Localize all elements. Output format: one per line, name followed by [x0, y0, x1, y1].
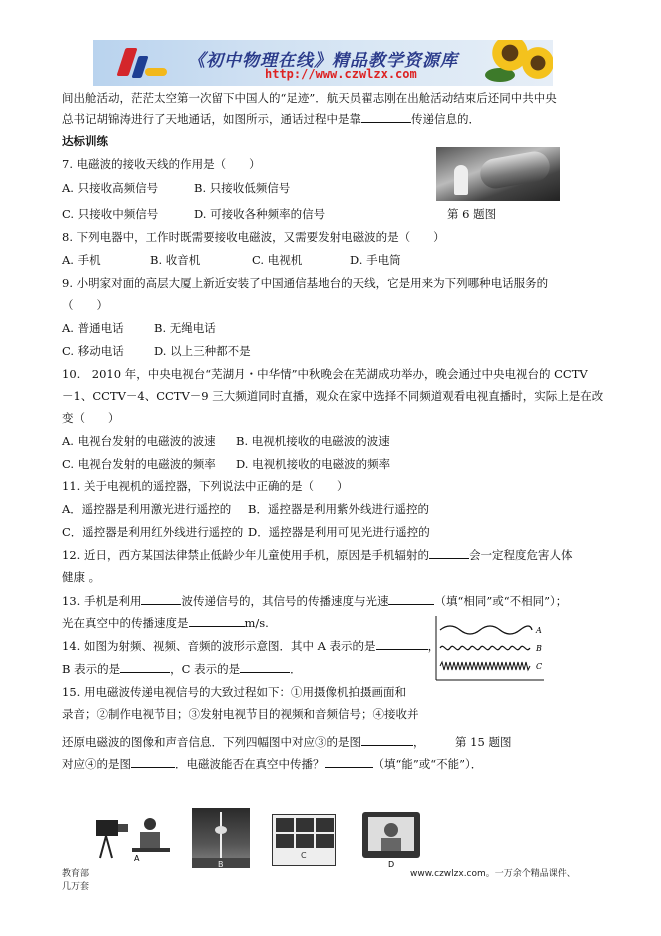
q7-stem: 7. 电磁波的接收天线的作用是（ ） [62, 157, 261, 171]
answer-blank[interactable] [240, 661, 290, 673]
q10-option-c[interactable]: C. 电视台发射的电磁波的频率 [62, 457, 216, 471]
q15-line-4 [62, 756, 482, 772]
wave-a [440, 626, 532, 634]
section-title: 达标训练 [62, 134, 108, 148]
q15-line-2: 录音；②制作电视节目；③发射电视节目的视频和音频信号；④接收并 [62, 707, 419, 721]
q15-text: 还原电磁波的图像和声音信息．下列四幅图中对应③的是图 [62, 735, 361, 749]
answer-blank[interactable] [141, 593, 181, 605]
q14-text: ， [427, 639, 440, 653]
waveform-figure [432, 614, 548, 682]
monitor-cell [315, 817, 335, 833]
q8-option-d[interactable]: D. 手电筒 [350, 253, 401, 267]
q14-line-1 [62, 638, 439, 654]
q14-text: ，C 表示的是 [170, 662, 241, 676]
answer-blank[interactable] [325, 756, 373, 768]
q13-text: 13. 手机是利用 [62, 594, 142, 608]
figure-15-caption: 第 15 题图 [455, 735, 512, 749]
footer-left-2: 几万套 [62, 882, 90, 892]
q8-option-c[interactable]: C. 电视机 [252, 253, 303, 267]
answer-blank[interactable] [189, 615, 245, 627]
q7-option-a[interactable]: A. 只接收高频信号 [62, 181, 159, 195]
q15-text: （填“能”或“不能”）． [372, 757, 483, 771]
tv-person-body [381, 838, 401, 851]
q10-stem-3: 变（ ） [62, 411, 120, 425]
answer-blank[interactable] [361, 734, 413, 746]
q13-line-2 [62, 615, 269, 631]
q14-line-2 [62, 661, 302, 677]
q15-text: ．电磁波能否在真空中传播？ [175, 757, 325, 771]
intro-text: 传递信息的． [411, 112, 480, 126]
q7-option-d[interactable]: D. 可接收各种频率的信号 [194, 207, 326, 221]
q10-stem-1: 10. 2010 年，中央电视台“芜湖月・中华情”中秋晚会在芜湖成功举办，晚会通过中央电视台的 CCTV [62, 367, 588, 381]
person-body [140, 832, 160, 848]
q13-text: （填“相同”或“不相同”）； [434, 594, 568, 608]
q9-option-a[interactable]: A. 普通电话 [62, 321, 124, 335]
wave-label-a: A [536, 626, 542, 635]
footer-left-1: 教育部 [62, 869, 90, 879]
q11-option-b[interactable]: B．遥控器是利用紫外线进行遥控的 [248, 502, 429, 516]
tv-person-head [384, 823, 398, 837]
footer-right: www.czwlzx.com。一万余个精品课件、 [410, 869, 576, 879]
q11-option-d[interactable]: D．遥控器是利用可见光进行遥控的 [248, 525, 430, 539]
q15-text: ， [413, 735, 425, 749]
q14-text: B 表示的是 [62, 662, 121, 676]
q9-option-b[interactable]: B. 无绳电话 [154, 321, 216, 335]
figure-6-caption: 第 6 题图 [447, 207, 497, 221]
tripod-leg [106, 836, 112, 858]
header-banner [93, 40, 553, 86]
q9-stem-2: （ ） [62, 298, 108, 312]
wave-c [440, 662, 530, 670]
figure-label-d: D [388, 860, 395, 868]
q12-stem [62, 547, 572, 563]
q9-option-d[interactable]: D. 以上三种都不是 [154, 344, 251, 358]
q14-text: 14. 如图为射频、视频、音频的波形示意图．其中 A 表示的是 [62, 639, 376, 653]
wave-label-c: C [536, 662, 543, 671]
wave-label-b: B [536, 644, 542, 653]
q10-stem-2: －1、CCTV－4、CCTV－9 三大频道同时直播，观众在家中选择不同频道观看电视直播时，实际上是在改 [62, 389, 604, 403]
figure-15-d-television [360, 808, 422, 868]
banner-url: http://www.czwlzx.com [265, 67, 417, 81]
q10-option-d[interactable]: D. 电视机接收的电磁波的频率 [236, 457, 391, 471]
intro-line-2 [62, 111, 480, 127]
q13-line-1 [62, 593, 567, 609]
q15-line-3 [62, 734, 425, 750]
figure-label-b: B [218, 860, 224, 868]
intro-line-1: 间出舱活动，茫茫太空第一次留下中国人的“足迹”．航天员翟志刚在出舱活动结束后还同中共中央 [62, 91, 557, 105]
tripod-leg [100, 836, 106, 858]
astronaut-shape [454, 165, 468, 195]
q12-text: 会一定程度危害人体 [468, 548, 573, 562]
q9-option-c[interactable]: C. 移动电话 [62, 344, 124, 358]
q8-option-b[interactable]: B. 收音机 [150, 253, 201, 267]
q11-option-c[interactable]: C．遥控器是利用红外线进行遥控的 [62, 525, 244, 539]
monitor-cell [315, 833, 335, 849]
answer-blank[interactable] [376, 638, 428, 650]
monitor-cell [275, 833, 295, 849]
answer-blank[interactable] [429, 547, 469, 559]
answer-blank[interactable] [131, 756, 175, 768]
figure-15-a-camera [94, 814, 172, 862]
q14-text: ． [290, 662, 302, 676]
person-head [144, 818, 156, 830]
sunflower-decoration [521, 46, 553, 80]
figure-label-a: A [134, 854, 140, 862]
q15-text: 对应④的是图 [62, 757, 131, 771]
banner-title: 《初中物理在线》精品教学资源库 [188, 51, 458, 71]
q12-stem-2: 健康 。 [62, 570, 101, 584]
q8-stem: 8. 下列电器中，工作时既需要接收电磁波，又需要发射电磁波的是（ ） [62, 230, 445, 244]
figure-15-b-tower [192, 808, 250, 868]
monitor-cell [295, 817, 315, 833]
intro-text: 总书记胡锦涛进行了天地通话，如图所示，通话过程中是靠 [62, 112, 361, 126]
tower-drawing [192, 808, 250, 868]
q13-text: 波传递信号的，其信号的传播速度与光速 [181, 594, 389, 608]
desk [132, 848, 170, 852]
q15-line-1: 15. 用电磁波传递电视信号的大致过程如下：①用摄像机拍摄画面和 [62, 685, 406, 699]
q7-option-b[interactable]: B. 只接收低频信号 [194, 181, 291, 195]
monitor-cell [275, 817, 295, 833]
answer-blank[interactable] [388, 593, 434, 605]
q12-text: 12. 近日，西方某国法律禁止低龄少年儿童使用手机，原因是手机辐射的 [62, 548, 429, 562]
monitor-cell [295, 833, 315, 849]
q13-text: 光在真空中的传播速度是 [62, 616, 189, 630]
q10-option-a[interactable]: A. 电视台发射的电磁波的波速 [62, 434, 216, 448]
answer-blank[interactable] [361, 111, 411, 123]
camera-lens [118, 824, 128, 832]
answer-blank[interactable] [120, 661, 170, 673]
tower-ball [215, 826, 227, 834]
figure-15-c-editing [272, 814, 336, 866]
camera-body [96, 820, 118, 836]
q7-option-c[interactable]: C. 只接收中频信号 [62, 207, 159, 221]
q11-stem: 11. 关于电视机的遥控器，下列说法中正确的是（ ） [62, 479, 349, 493]
q13-text: m/s. [244, 616, 269, 630]
figure-label-c: C [301, 851, 307, 860]
spacecraft-shape [478, 149, 552, 191]
q11-option-a[interactable]: A．遥控器是利用激光进行遥控的 [62, 502, 232, 516]
logo-mark-yellow [145, 68, 167, 76]
figure-6-image [436, 147, 560, 201]
q10-option-b[interactable]: B. 电视机接收的电磁波的波速 [236, 434, 390, 448]
q8-option-a[interactable]: A. 手机 [62, 253, 101, 267]
wave-b [440, 646, 530, 649]
q9-stem-1: 9. 小明家对面的高层大厦上新近安装了中国通信基地台的天线，它是用来为下列哪种电话服务的 [62, 276, 549, 290]
